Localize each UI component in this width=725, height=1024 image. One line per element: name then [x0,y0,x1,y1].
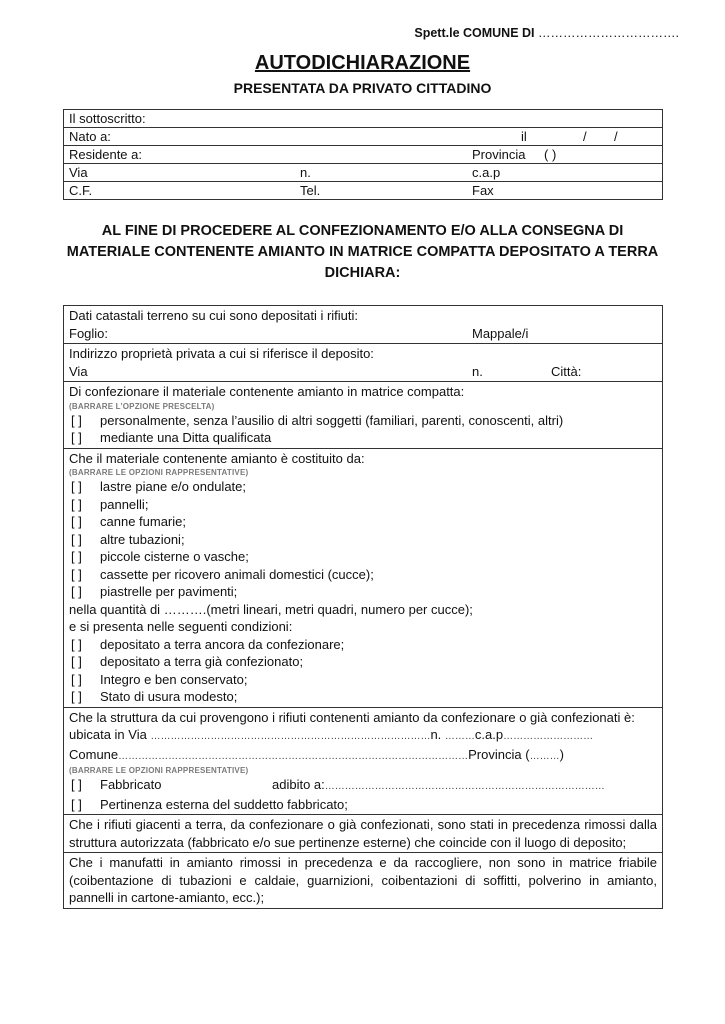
option-label: Integro e ben conservato; [100,671,248,687]
option-gia-confezionato[interactable] [69,653,657,671]
quantita-suffix: (metri lineari, metri quadri, numero per cucce); [206,601,473,617]
adibito-label: adibito a: [272,777,325,792]
document-title: AUTODICHIARAZIONE [254,52,471,74]
checkbox[interactable]: [ ] [71,777,82,792]
materiale-intro: Che il materiale contenente amianto è costituito da: [69,450,365,466]
confezionamento-intro: Di confezionare il materiale contenente amianto in matrice compatta: [69,384,465,399]
option-label: Fabbricato [100,777,162,792]
option-label: depositato a terra già confezionato; [100,654,304,669]
purpose-heading: AL FINE DI PROCEDERE AL CONFEZIONAMENTO E/O ALLA CONSEGNA DI MATERIALE CONTENENTE AMIANTO IN MATRICE COMPATTA DEPOSITATO A TERRA DICHIARA: [66,223,659,281]
confezionamento-section [63,382,663,449]
option-cisterne[interactable] [69,548,657,566]
cf-cell[interactable] [64,182,663,200]
date-separator: / [583,129,587,144]
checkbox[interactable]: [ ] [71,479,82,494]
option-fabbricato[interactable] [69,776,657,796]
manufatti-section: Che i manufatti in amianto rimossi in precedenza e da raccogliere, non sono in matrice friabile (coibentazione di tubazioni e caldaie, guarnizioni, coibentazioni di soffitti, polverino in amianto, pannelli in cartone-amianto, ecc.); [63,853,663,909]
option-label: depositato a terra ancora da confezionare; [100,636,345,652]
option-label: mediante una Ditta qualificata [100,430,272,445]
option-lastre[interactable] [69,478,657,496]
materiale-section [63,449,663,708]
checkbox[interactable]: [ ] [71,654,82,669]
option-personalmente[interactable] [69,412,657,430]
table-row [64,128,663,146]
personal-data-table [63,109,663,200]
comune-blank[interactable]: …………………………………………………………………………………………… [118,750,469,762]
residente-cell[interactable] [64,146,663,164]
checkbox[interactable]: [ ] [71,549,82,564]
checkbox[interactable]: [ ] [71,566,82,582]
option-da-confezionare[interactable] [69,636,657,654]
citta-label: Città: [551,363,582,379]
table-row [64,110,663,128]
quantita-line [69,601,657,619]
cf-label: C.F. [69,183,93,198]
addressee-line [414,26,679,40]
ubicata-cap-label: c.a.p [474,727,504,742]
option-piastrelle[interactable] [69,583,657,601]
nato-label: Nato a: [69,129,111,144]
numero-label: n. [300,165,311,180]
cap-label: c.a.p [472,165,501,180]
checkbox[interactable]: [ ] [71,796,82,812]
option-pannelli[interactable] [69,496,657,514]
option-label: Pertinenza esterna del suddetto fabbricato; [100,796,348,812]
checkbox[interactable]: [ ] [71,514,82,529]
checkbox[interactable]: [ ] [71,430,82,445]
provincia-brackets: ( ) [544,147,557,162]
provincia-label: Provincia [472,147,526,162]
indirizzo-numero-label: n. [472,363,483,379]
ubicata-numero-label: n. [430,727,442,742]
checkbox[interactable]: [ ] [71,584,82,599]
option-cassette[interactable] [69,566,657,584]
checkbox[interactable]: [ ] [71,636,82,652]
checkbox[interactable]: [ ] [71,531,82,547]
struttura-section [63,708,663,816]
option-label: lastre piane e/o ondulate; [100,479,246,494]
option-label: piastrelle per pavimenti; [100,584,238,599]
option-label: cassette per ricovero animali domestici (cucce); [100,566,374,582]
option-usura-modesto[interactable] [69,688,657,706]
tel-label: Tel. [300,183,321,198]
indirizzo-via-label: Via [69,363,88,379]
sottoscritto-label: Il sottoscritto: [69,111,146,126]
residente-label: Residente a: [69,147,142,162]
indirizzo-intro: Indirizzo proprietà privata a cui si riferisce il deposito: [69,346,374,361]
table-row [64,182,663,200]
ubicata-label: ubicata in Via [69,727,147,742]
checkbox[interactable]: [ ] [71,689,82,704]
option-integro[interactable] [69,671,657,689]
option-label: piccole cisterne o vasche; [100,549,249,564]
document-subtitle: PRESENTATA DA PRIVATO CITTADINO [233,80,492,96]
option-label: canne fumarie; [100,514,186,529]
mappale-label: Mappale/i [472,325,529,341]
quantita-prefix: nella quantità di [69,601,164,617]
instruction-note: (BARRARE LE OPZIONI RAPPRESENTATIVE) [69,468,249,477]
option-tubazioni[interactable] [69,531,657,549]
option-ditta[interactable] [69,429,657,447]
table-row [64,146,663,164]
table-row [64,164,663,182]
struttura-provincia-label: Provincia ( [468,746,530,762]
foglio-label: Foglio: [69,325,109,341]
ubicata-line [69,726,657,746]
comune-label: Comune [69,746,119,762]
giacenti-section: Che i rifiuti giacenti a terra, da confezionare o già confezionati, sono stati in precedenza rimossi dalla struttura autorizzata (fabbricato e/o sue pertinenze esterne) che coincide con il luogo di deposito; [63,815,663,853]
indirizzo-section [63,344,663,382]
via-cell[interactable] [64,164,663,182]
checkbox[interactable]: [ ] [71,671,82,687]
checkbox[interactable]: [ ] [71,496,82,512]
checkbox[interactable]: [ ] [71,412,82,428]
provincia-close: ) [559,746,564,762]
ubicata-cap-blank[interactable]: ……………………… [503,731,594,742]
struttura-intro: Che la struttura da cui provengono i rifiuti contenenti amianto da confezionare o già confezionati è: [69,709,635,725]
option-label: pannelli; [100,496,149,512]
declaration-box [63,305,663,909]
addressee-label: Spett.le COMUNE DI [414,26,535,40]
il-label: il [521,129,527,144]
comune-line [69,746,657,766]
ubicata-blank[interactable]: ………………………………………………………………………… [150,731,431,742]
sottoscritto-cell[interactable] [64,110,663,128]
via-label: Via [69,165,88,180]
adibito-blank[interactable]: ………………………………………………………………………… [324,781,605,792]
fax-label: Fax [472,183,494,198]
nato-cell[interactable] [64,128,663,146]
instruction-note: (BARRARE LE OPZIONI RAPPRESENTATIVE) [69,766,249,775]
ubicata-numero-blank[interactable]: ……… [444,731,475,742]
catasto-section [63,305,663,344]
addressee-blank: ……………………………. [538,26,679,40]
condizioni-intro: e si presenta nelle seguenti condizioni: [69,619,293,634]
option-canne-fumarie[interactable] [69,513,657,531]
option-pertinenza[interactable] [69,796,657,814]
struttura-provincia-blank[interactable]: ……… [529,750,560,762]
instruction-note: (BARRARE L’OPZIONE PRESCELTA) [69,401,215,411]
quantita-blank[interactable]: ………. [163,601,207,617]
date-separator: / [614,129,618,144]
option-label: altre tubazioni; [100,531,185,547]
option-label: Stato di usura modesto; [100,689,238,704]
option-label: personalmente, senza l’ausilio di altri soggetti (familiari, parenti, conoscenti, altri) [100,412,564,428]
catasto-intro: Dati catastali terreno su cui sono depositati i rifiuti: [69,308,359,323]
